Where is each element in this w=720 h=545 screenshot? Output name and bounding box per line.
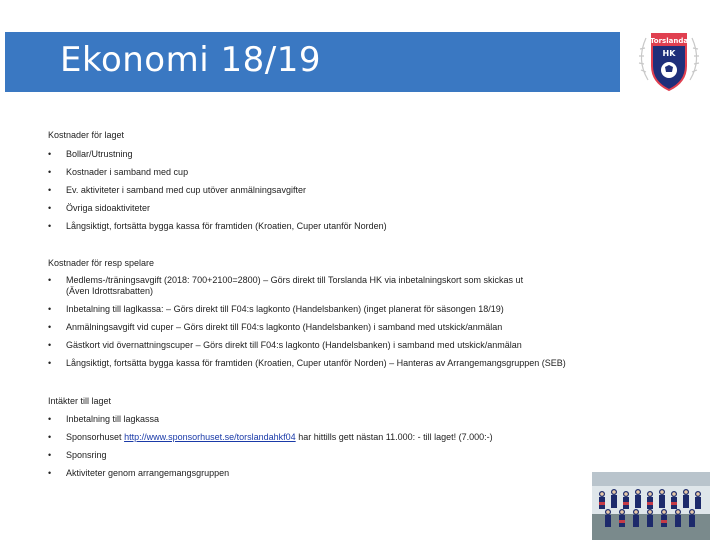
- section-team-costs: [48, 130, 387, 232]
- list-item: • Bollar/Utrustning: [48, 149, 133, 159]
- section-heading: Kostnader för resp spelare: [48, 258, 155, 268]
- bullet-icon: •: [48, 221, 52, 231]
- team-photo: [592, 472, 710, 540]
- bullet-icon: •: [48, 414, 52, 424]
- list-item: • Medlems-/träningsavgift (2018: 700+2100=2800) – Görs direkt till Torslanda HK via inbetalningskort som skickas ut (Även Idrottsrabatten): [48, 275, 524, 296]
- list-item: • Anmälningsavgift vid cuper – Görs direkt till F04:s lagkonto (Handelsbanken) i samband med utskick/anmälan: [48, 322, 503, 332]
- logo-text-1: Torslanda: [649, 37, 689, 45]
- list-item: • Långsiktigt, fortsätta bygga kassa för framtiden (Kroatien, Cuper utanför Norden) – Hanteras av Arrangemangsgruppen (SEB): [48, 358, 566, 368]
- list-item: • Sponsring: [48, 450, 107, 460]
- bullet-icon: •: [48, 432, 52, 442]
- bullet-icon: •: [48, 358, 52, 368]
- bullet-icon: •: [48, 468, 52, 478]
- list-item: • Sponsorhuset http://www.sponsorhuset.se/torslandahkf04 har hittills gett nästan 11.000: - till laget! (7.000:-): [48, 432, 493, 442]
- bullet-icon: •: [48, 450, 52, 460]
- page-title: Ekonomi 18/19: [60, 40, 321, 80]
- list-item: • Övriga sidoaktiviteter: [48, 203, 151, 213]
- list-item: • Inbetalning till lagkassa: [48, 414, 160, 424]
- bullet-icon: •: [48, 322, 52, 332]
- bullet-icon: •: [48, 167, 52, 177]
- bullet-icon: •: [48, 304, 52, 314]
- section-heading: Intäkter till laget: [48, 396, 112, 406]
- bullet-icon: •: [48, 340, 52, 350]
- list-item: • Gästkort vid övernattningscuper – Görs direkt till F04:s lagkonto (Handelsbanken) i samband med utskick/anmälan: [48, 340, 522, 350]
- list-item: • Kostnader i samband med cup: [48, 167, 189, 177]
- list-item: • Aktiviteter genom arrangemangsgruppen: [48, 468, 230, 478]
- section-income: [48, 396, 493, 479]
- bullet-icon: •: [48, 275, 52, 285]
- list-item: • Inbetalning till laglkassa: – Görs direkt till F04:s lagkonto (Handelsbanken) (inget planerat för säsongen 18/19): [48, 304, 504, 314]
- sponsorhuset-link[interactable]: http://www.sponsorhuset.se/torslandahkf04: [124, 432, 296, 442]
- bullet-icon: •: [48, 185, 52, 195]
- bullet-icon: •: [48, 149, 52, 159]
- section-heading: Kostnader för laget: [48, 130, 125, 140]
- title-bar: [5, 32, 620, 92]
- list-item: • Ev. aktiviteter i samband med cup utöver anmälningsavgifter: [48, 185, 306, 195]
- section-player-costs: [48, 258, 566, 369]
- logo-text-2: HK: [662, 49, 676, 58]
- club-logo: [628, 20, 710, 102]
- bullet-icon: •: [48, 203, 52, 213]
- list-item: • Långsiktigt, fortsätta bygga kassa för framtiden (Kroatien, Cuper utanför Norden): [48, 221, 387, 231]
